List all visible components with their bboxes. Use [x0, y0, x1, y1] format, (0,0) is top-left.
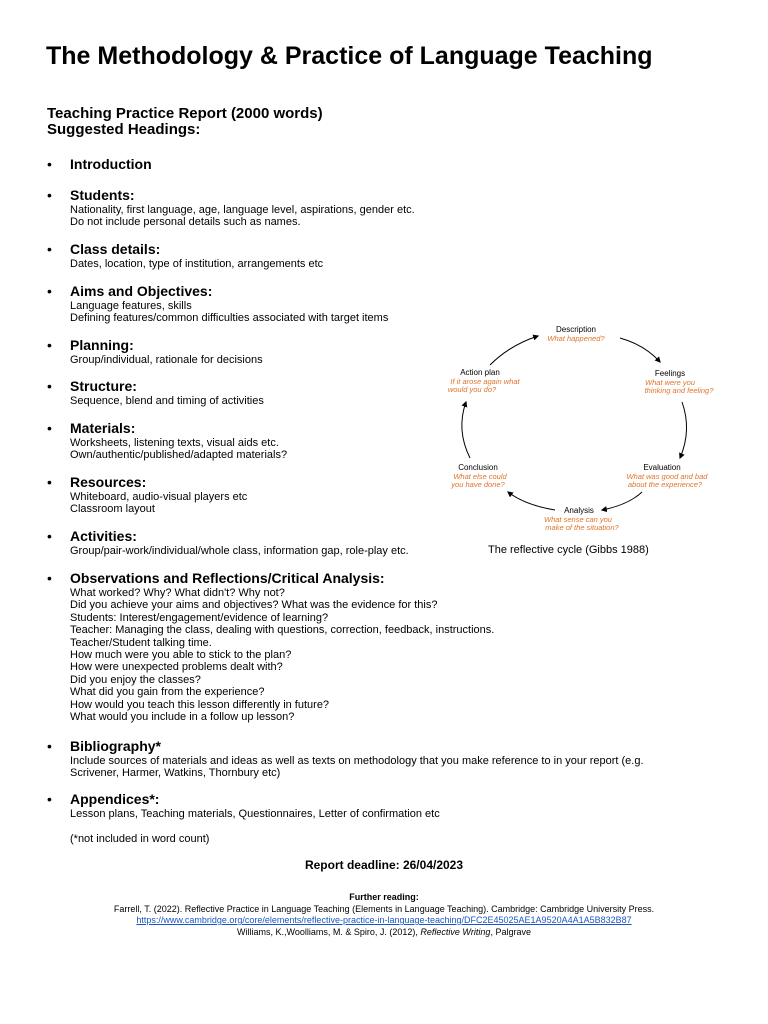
- section-text: Group/pair-work/individual/whole class, information gap, role-play etc.: [70, 545, 409, 557]
- bullet-icon: •: [47, 791, 52, 807]
- word-count-note: (*not included in word count): [70, 833, 210, 845]
- subtitle-line: Suggested Headings:: [47, 121, 201, 138]
- bullet-icon: •: [47, 738, 52, 754]
- bullet-icon: •: [47, 241, 52, 257]
- section-heading: Structure:: [70, 378, 137, 394]
- cycle-question-evaluation: about the experience?: [627, 480, 703, 489]
- section-text: What did you gain from the experience?: [70, 686, 265, 699]
- subtitle-line: Teaching Practice Report (2000 words): [47, 105, 323, 122]
- section-heading: Aims and Objectives:: [70, 283, 213, 299]
- reference-farrell: Farrell, T. (2022). Reflective Practice in Language Teaching (Elements in Language Teaching). Cambridge: Cambridge University Press.: [113, 903, 655, 914]
- section-text: Nationality, first language, age, language level, aspirations, gender etc.: [70, 204, 415, 216]
- section-text: Worksheets, listening texts, visual aids etc.: [70, 437, 279, 449]
- reference-authors: Williams, K.,Woolliams, M. & Spiro, J. (2012),: [237, 926, 421, 937]
- cycle-arrow-description-to-feelings: [620, 338, 660, 362]
- further-reading-title: Further reading:: [349, 892, 419, 902]
- section-heading: Bibliography*: [70, 738, 162, 754]
- cycle-question-description: What happened?: [547, 334, 605, 343]
- cycle-caption: The reflective cycle (Gibbs 1988): [488, 544, 649, 556]
- section-text: Teacher: Managing the class, dealing with questions, correction, feedback, instructions.: [70, 624, 495, 637]
- section-text: Own/authentic/published/adapted materials?: [70, 449, 288, 462]
- cycle-question-analysis: make of the situation?: [545, 523, 619, 532]
- cycle-question-conclusion: you have done?: [451, 480, 505, 489]
- cycle-arrow-conclusion-to-action-plan: [462, 402, 470, 458]
- cycle-label-analysis: Analysis: [564, 506, 594, 515]
- bullet-icon: •: [47, 283, 52, 299]
- reflective-cycle-diagram: [430, 320, 730, 540]
- report-deadline: Report deadline: 26/04/2023: [304, 858, 464, 872]
- section-text: Dates, location, type of institution, arrangements etc: [70, 258, 324, 270]
- bullet-icon: •: [47, 378, 52, 394]
- cycle-arrow-analysis-to-conclusion: [508, 492, 555, 510]
- cycle-question-feelings: thinking and feeling?: [644, 386, 714, 395]
- cycle-arrow-evaluation-to-analysis: [602, 492, 642, 510]
- cycle-question-evaluation: What was good and bad: [626, 472, 708, 481]
- section-heading: Class details:: [70, 241, 161, 257]
- cycle-label-conclusion: Conclusion: [458, 463, 498, 472]
- cycle-question-conclusion: What else could: [453, 472, 507, 481]
- section-heading: Appendices*:: [70, 791, 160, 807]
- section-heading: Planning:: [70, 337, 134, 353]
- bullet-icon: •: [47, 420, 52, 436]
- section-text: Classroom layout: [70, 503, 155, 516]
- section-heading: Activities:: [70, 528, 137, 544]
- section-heading: Introduction: [70, 156, 152, 172]
- section-heading: Materials:: [70, 420, 136, 436]
- section-text: Students: Interest/engagement/evidence of learning?: [70, 611, 329, 624]
- section-text: Lesson plans, Teaching materials, Questionnaires, Letter of confirmation etc: [70, 808, 440, 820]
- section-text: Scrivener, Harmer, Watkins, Thornbury etc): [70, 767, 281, 780]
- cycle-label-evaluation: Evaluation: [643, 463, 681, 472]
- cycle-question-action-plan: would you do?: [447, 385, 497, 394]
- bullet-icon: •: [47, 156, 52, 172]
- reference-link[interactable]: https://www.cambridge.org/core/elements/reflective-practice-in-language-teaching/DFC2E45025AE1A9520A4A1A5B832B87: [136, 915, 632, 925]
- section-heading: Resources:: [70, 474, 147, 490]
- bullet-icon: •: [47, 187, 52, 203]
- cycle-label-description: Description: [555, 325, 597, 334]
- cycle-question-feelings: What were you: [644, 378, 696, 387]
- section-text: Do not include personal details such as names.: [70, 216, 301, 229]
- section-text: Did you achieve your aims and objectives? What was the evidence for this?: [70, 599, 438, 612]
- section-text: Teacher/Student talking time.: [70, 636, 212, 649]
- report-subtitle: [47, 106, 323, 138]
- reference-publisher: , Palgrave: [490, 926, 531, 937]
- cycle-question-action-plan: If it arose again what: [450, 377, 520, 386]
- cycle-label-action-plan: Action plan: [460, 368, 500, 377]
- bullet-icon: •: [47, 528, 52, 544]
- section-text: What would you include in a follow up lesson?: [70, 711, 295, 724]
- section-text: What worked? Why? What didn't? Why not?: [70, 587, 285, 599]
- bullet-icon: •: [47, 474, 52, 490]
- section-text: Sequence, blend and timing of activities: [70, 395, 264, 407]
- section-heading: Observations and Reflections/Critical Analysis:: [70, 570, 385, 586]
- cycle-arrow-feelings-to-evaluation: [680, 402, 687, 458]
- section-text: Did you enjoy the classes?: [70, 673, 201, 686]
- bullet-icon: •: [47, 570, 52, 586]
- page-title: The Methodology & Practice of Language Teaching: [46, 42, 653, 70]
- bullet-icon: •: [47, 337, 52, 353]
- section-text: Whiteboard, audio-visual players etc: [70, 491, 248, 503]
- section-text: Defining features/common difficulties associated with target items: [70, 312, 389, 325]
- section-text: How would you teach this lesson differently in future?: [70, 698, 330, 711]
- section-text: Language features, skills: [70, 300, 192, 312]
- cycle-label-feelings: Feelings: [654, 369, 686, 378]
- cycle-question-analysis: What sense can you: [544, 515, 612, 524]
- section-text: How were unexpected problems dealt with?: [70, 661, 283, 674]
- reference-book-title: Reflective Writing: [420, 926, 491, 937]
- cycle-arrow-action-plan-to-description: [490, 336, 538, 365]
- section-text: Include sources of materials and ideas as well as texts on methodology that you make reference to in your report (e.g.: [70, 755, 644, 767]
- reference-williams: [0, 927, 768, 939]
- section-text: How much were you able to stick to the plan?: [70, 649, 292, 662]
- section-heading: Students:: [70, 187, 135, 203]
- section-text: Group/individual, rationale for decisions: [70, 354, 263, 366]
- further-reading: [0, 892, 768, 938]
